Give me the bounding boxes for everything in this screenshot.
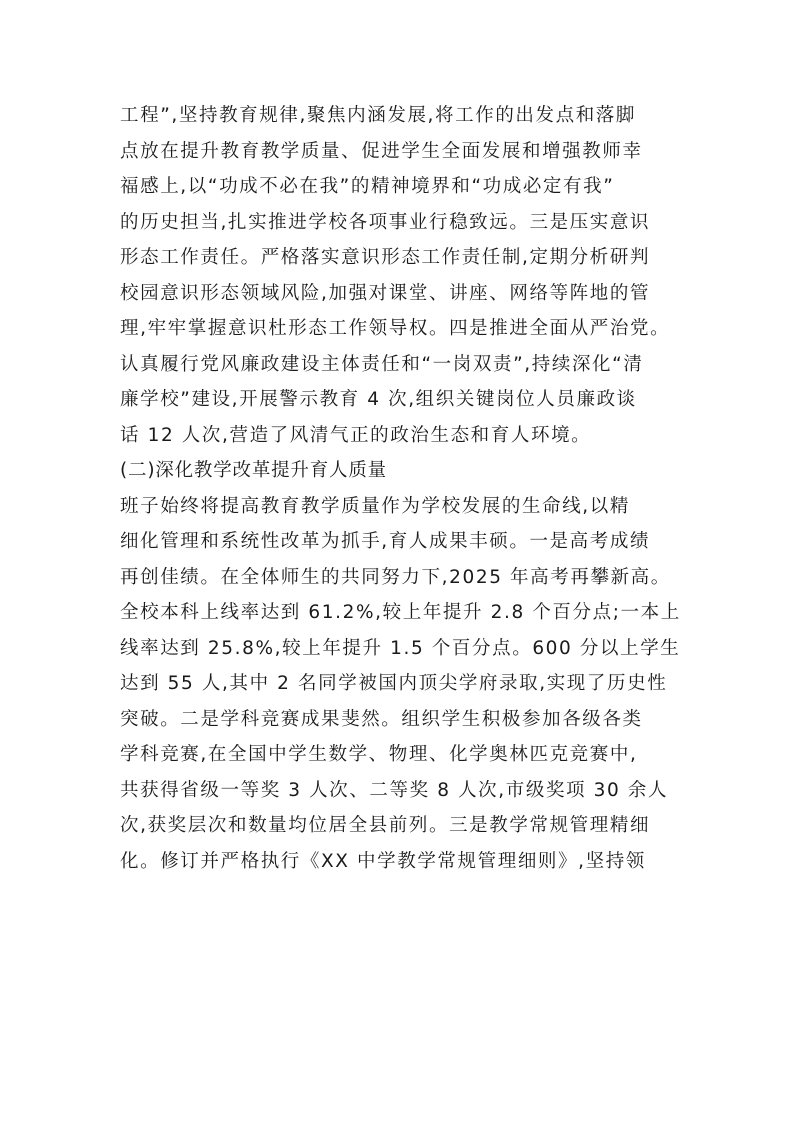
- body-line: 再创佳绩。在全体师生的共同努力下,2025 年高考再攀新高。: [120, 566, 671, 588]
- body-line: 廉学校”建设,开展警示教育 4 次,组织关键岗位人员廉政谈: [120, 389, 637, 410]
- body-line: 理,牢牢掌握意识杜形态工作领导权。四是推进全面从严治党。: [120, 318, 671, 339]
- body-line: 工程”,坚持教育规律,聚焦内涵发展,将工作的出发点和落脚: [120, 105, 637, 126]
- body-line: 福感上,以“功成不必在我”的精神境界和“功成必定有我”: [120, 176, 615, 197]
- body-line: 校园意识形态领域风险,加强对课堂、讲座、网络等阵地的管: [120, 282, 651, 304]
- body-line: 的历史担当,扎实推进学校各项事业行稳致远。三是压实意识: [120, 211, 651, 233]
- document-body: [120, 98, 700, 879]
- section-heading: (二)深化教学改革提升育人质量: [120, 460, 387, 481]
- body-line: 突破。二是学科竞赛成果斐然。组织学生积极参加各级各类: [120, 708, 643, 730]
- body-line: 化。修订并严格执行《XX 中学教学常规管理细则》,坚持领: [120, 850, 646, 872]
- body-line: 形态工作责任。严格落实意识形态工作责任制,定期分析研判: [120, 247, 651, 268]
- body-line: 学科竞赛,在全国中学生数学、物理、化学奥林匹克竞赛中,: [120, 744, 638, 765]
- body-line: 共获得省级一等奖 3 人次、二等奖 8 人次,市级奖项 30 余人: [120, 779, 669, 801]
- body-line: 次,获奖层次和数量均位居全县前列。三是教学常规管理精细: [120, 815, 651, 836]
- body-line: 线率达到 25.8%,较上年提升 1.5 个百分点。600 分以上学生: [120, 637, 681, 659]
- body-line: 班子始终将提高教育教学质量作为学校发展的生命线,以精: [120, 495, 630, 517]
- body-line: 达到 55 人,其中 2 名同学被国内顶尖学府录取,实现了历史性: [120, 673, 668, 694]
- body-line: 话 12 人次,营造了风清气正的政治生态和育人环境。: [120, 424, 592, 446]
- body-line: 点放在提升教育教学质量、促进学生全面发展和增强教师幸: [120, 140, 643, 162]
- body-line: 细化管理和系统性改革为抓手,育人成果丰硕。一是高考成绩: [120, 531, 651, 552]
- body-line: 全校本科上线率达到 61.2%,较上年提升 2.8 个百分点;一本上: [120, 602, 681, 623]
- body-line: 认真履行党风廉政建设主体责任和“一岗双责”,持续深化“清: [120, 353, 644, 375]
